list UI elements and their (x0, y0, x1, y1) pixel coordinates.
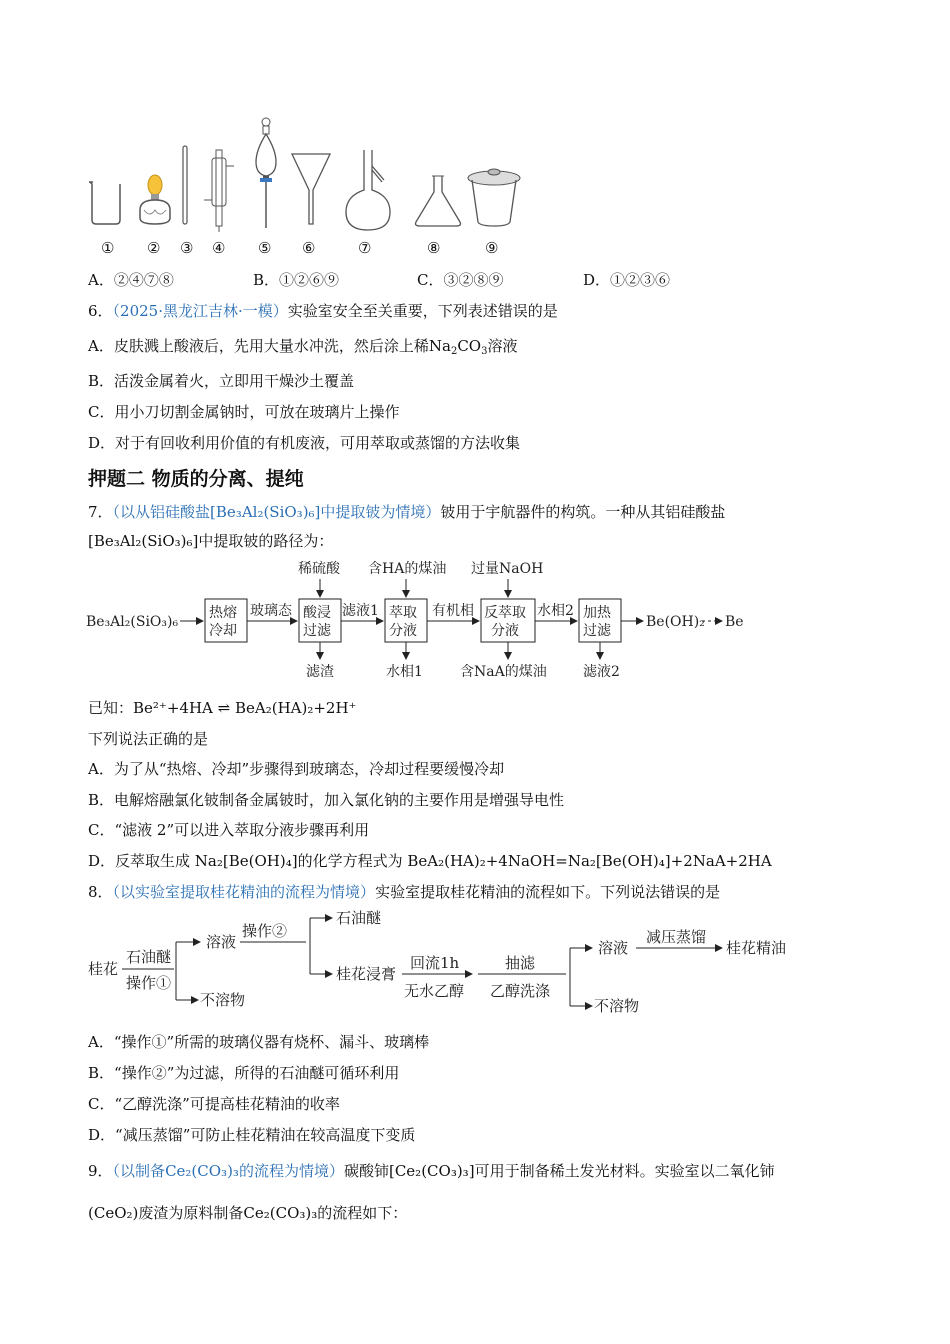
apparatus-label-9: ⑨ (485, 239, 499, 257)
q6-stem: 6．（2025·黑龙江吉林·一模）实验室安全至关重要，下列表述错误的是 (88, 302, 558, 320)
q6-option-d[interactable]: D．对于有回收利用价值的有机废液，可用萃取或蒸馏的方法收集 (88, 434, 521, 452)
q7-stem-line2: [Be₃Al₂(SiO₃)₆]中提取铍的路径为： (88, 532, 334, 550)
q7-bottom-1: 滤渣 (306, 664, 334, 680)
q8-insoluble1: 不溶物 (200, 991, 246, 1009)
funnel-icon (292, 154, 330, 224)
q8-solution1: 溶液 (206, 933, 237, 951)
q9-stem-line2: (CeO₂)废渣为原料制备Ce₂(CO₃)₃的流程如下： (88, 1204, 408, 1222)
q7-box5-line1: 加热 (583, 605, 611, 621)
apparatus-label-5: ⑤ (258, 239, 272, 257)
apparatus-label-4: ④ (212, 239, 226, 257)
q5-option-a[interactable]: A．②④⑦⑧ (88, 271, 174, 289)
q6-option-a[interactable]: A．皮肤溅上酸液后，先用大量水冲洗，然后涂上稀$Na_2CO_3$溶液 (88, 337, 518, 357)
q8-a3-top: 回流1h (410, 954, 460, 972)
q7-box1-line2: 冷却 (209, 623, 237, 639)
q8-option-b[interactable]: B．“操作②”为过滤，所得的石油醚可循环利用 (88, 1064, 400, 1082)
q8-flow-start: 桂花 (88, 960, 119, 978)
apparatus-label-3: ③ (180, 239, 194, 257)
q8-a4-bot: 乙醇洗涤 (490, 982, 551, 1000)
q8-option-c[interactable]: C．“乙醇洗涤”可提高桂花精油的收率 (88, 1095, 340, 1113)
q7-arrow1-label: 玻璃态 (250, 603, 292, 619)
q8-option-d[interactable]: D．“减压蒸馏”可防止桂花精油在较高温度下变质 (88, 1126, 416, 1144)
q7-top-reagent-3: 过量NaOH (471, 561, 544, 577)
apparatus-label-8: ⑧ (427, 239, 441, 257)
q7-box4-line2: 分液 (491, 623, 519, 639)
q7-bottom-2: 水相1 (386, 664, 423, 680)
q7-bottom-4: 滤液2 (583, 664, 620, 680)
q8-insoluble2: 不溶物 (594, 997, 640, 1015)
q8-solution2: 溶液 (598, 939, 629, 957)
q5-option-b[interactable]: B．①②⑥⑨ (253, 271, 340, 289)
q7-option-c[interactable]: C．“滤液 2”可以进入萃取分液步骤再利用 (88, 821, 370, 839)
q7-box1-line1: 热熔 (209, 605, 237, 621)
q7-option-b[interactable]: B．电解熔融氯化铍制备金属铍时，加入氯化钠的主要作用是增强导电性 (88, 791, 565, 809)
q7-box4-line1: 反萃取 (484, 605, 526, 621)
q7-bottom-3: 含NaA的煤油 (460, 664, 547, 680)
q8-stem: 8．（以实验室提取桂花精油的流程为情境）实验室提取桂花精油的流程如下。下列说法错误的是 (88, 883, 721, 901)
q7-box3-line2: 分液 (389, 623, 417, 639)
q8-a1-top: 石油醚 (126, 948, 172, 966)
q8-a2-top: 操作② (242, 922, 288, 940)
q8-extract: 桂花浸膏 (336, 965, 397, 983)
q8-a3-bot: 无水乙醇 (404, 982, 465, 1000)
q7-box3-line1: 萃取 (389, 605, 417, 621)
q8-option-a[interactable]: A．“操作①”所需的玻璃仪器有烧杯、漏斗、玻璃棒 (88, 1033, 430, 1051)
q7-top-reagent-2: 含HA的煤油 (368, 561, 447, 577)
q7-box5-line2: 过滤 (583, 623, 611, 639)
q7-question: 下列说法正确的是 (88, 730, 209, 748)
apparatus-figure (80, 110, 520, 260)
q8-ether: 石油醚 (336, 909, 382, 927)
q7-arrow3-label: 有机相 (432, 603, 474, 619)
q7-top-reagent-1: 稀硫酸 (298, 561, 340, 577)
section-title: 押题二 物质的分离、提纯 (88, 468, 304, 490)
q7-arrow4-label: 水相2 (537, 603, 574, 619)
q7-option-d[interactable]: D．反萃取生成 Na₂[Be(OH)₄]的化学方程式为 BeA₂(HA)₂+4NaOH=Na₂[Be(OH)₄]+2NaA+2HA (88, 852, 772, 870)
crucible-icon (468, 169, 520, 226)
q7-known: 已知：Be²⁺+4HA ⇌ BeA₂(HA)₂+2H⁺ (88, 699, 357, 717)
apparatus-label-6: ⑥ (302, 239, 316, 257)
q8-a1-bot: 操作① (126, 974, 172, 992)
q7-box2-line2: 过滤 (303, 623, 331, 639)
apparatus-label-1: ① (101, 239, 115, 257)
q5-option-d[interactable]: D．①②③⑥ (583, 271, 671, 289)
round-flask-icon (346, 150, 390, 230)
apparatus-label-7: ⑦ (358, 239, 372, 257)
q7-flow-final: Be (725, 614, 744, 630)
q8-product: 桂花精油 (726, 939, 787, 957)
q7-flow-diagram (80, 555, 780, 685)
q6-option-b[interactable]: B．活泼金属着火，立即用干燥沙土覆盖 (88, 372, 355, 390)
alcohol-lamp-icon (140, 175, 170, 224)
q8-a4-top: 抽滤 (505, 954, 536, 972)
erlenmeyer-flask-icon (416, 176, 461, 226)
q8-a5-top: 减压蒸馏 (646, 928, 707, 946)
beaker-icon (89, 182, 120, 224)
q7-flow-product: Be(OH)₂ (646, 614, 705, 630)
apparatus-label-2: ② (147, 239, 161, 257)
q7-option-a[interactable]: A．为了从“热熔、冷却”步骤得到玻璃态，冷却过程要缓慢冷却 (88, 760, 505, 778)
q7-stem-line1: 7．（以从铝硅酸盐[Be₃Al₂(SiO₃)₆]中提取铍为情境）铍用于宇航器件的构筑。一种从其铝硅酸盐 (88, 503, 726, 521)
q6-option-c[interactable]: C．用小刀切割金属钠时，可放在玻璃片上操作 (88, 403, 400, 421)
q7-flow-start: Be₃Al₂(SiO₃)₆ (86, 614, 179, 630)
condenser-icon (204, 150, 234, 232)
separatory-funnel-icon (256, 118, 276, 228)
glass-rod-icon (183, 146, 187, 224)
q8-flow-diagram (80, 908, 800, 1028)
q5-option-c[interactable]: C．③②⑧⑨ (417, 271, 504, 289)
q9-stem-line1: 9．（以制备Ce₂(CO₃)₃的流程为情境）碳酸铈[Ce₂(CO₃)₃]可用于制备稀土发光材料。实验室以二氧化铈 (88, 1162, 775, 1180)
q7-arrow2-label: 滤液1 (342, 603, 379, 619)
q7-box2-line1: 酸浸 (303, 605, 331, 621)
